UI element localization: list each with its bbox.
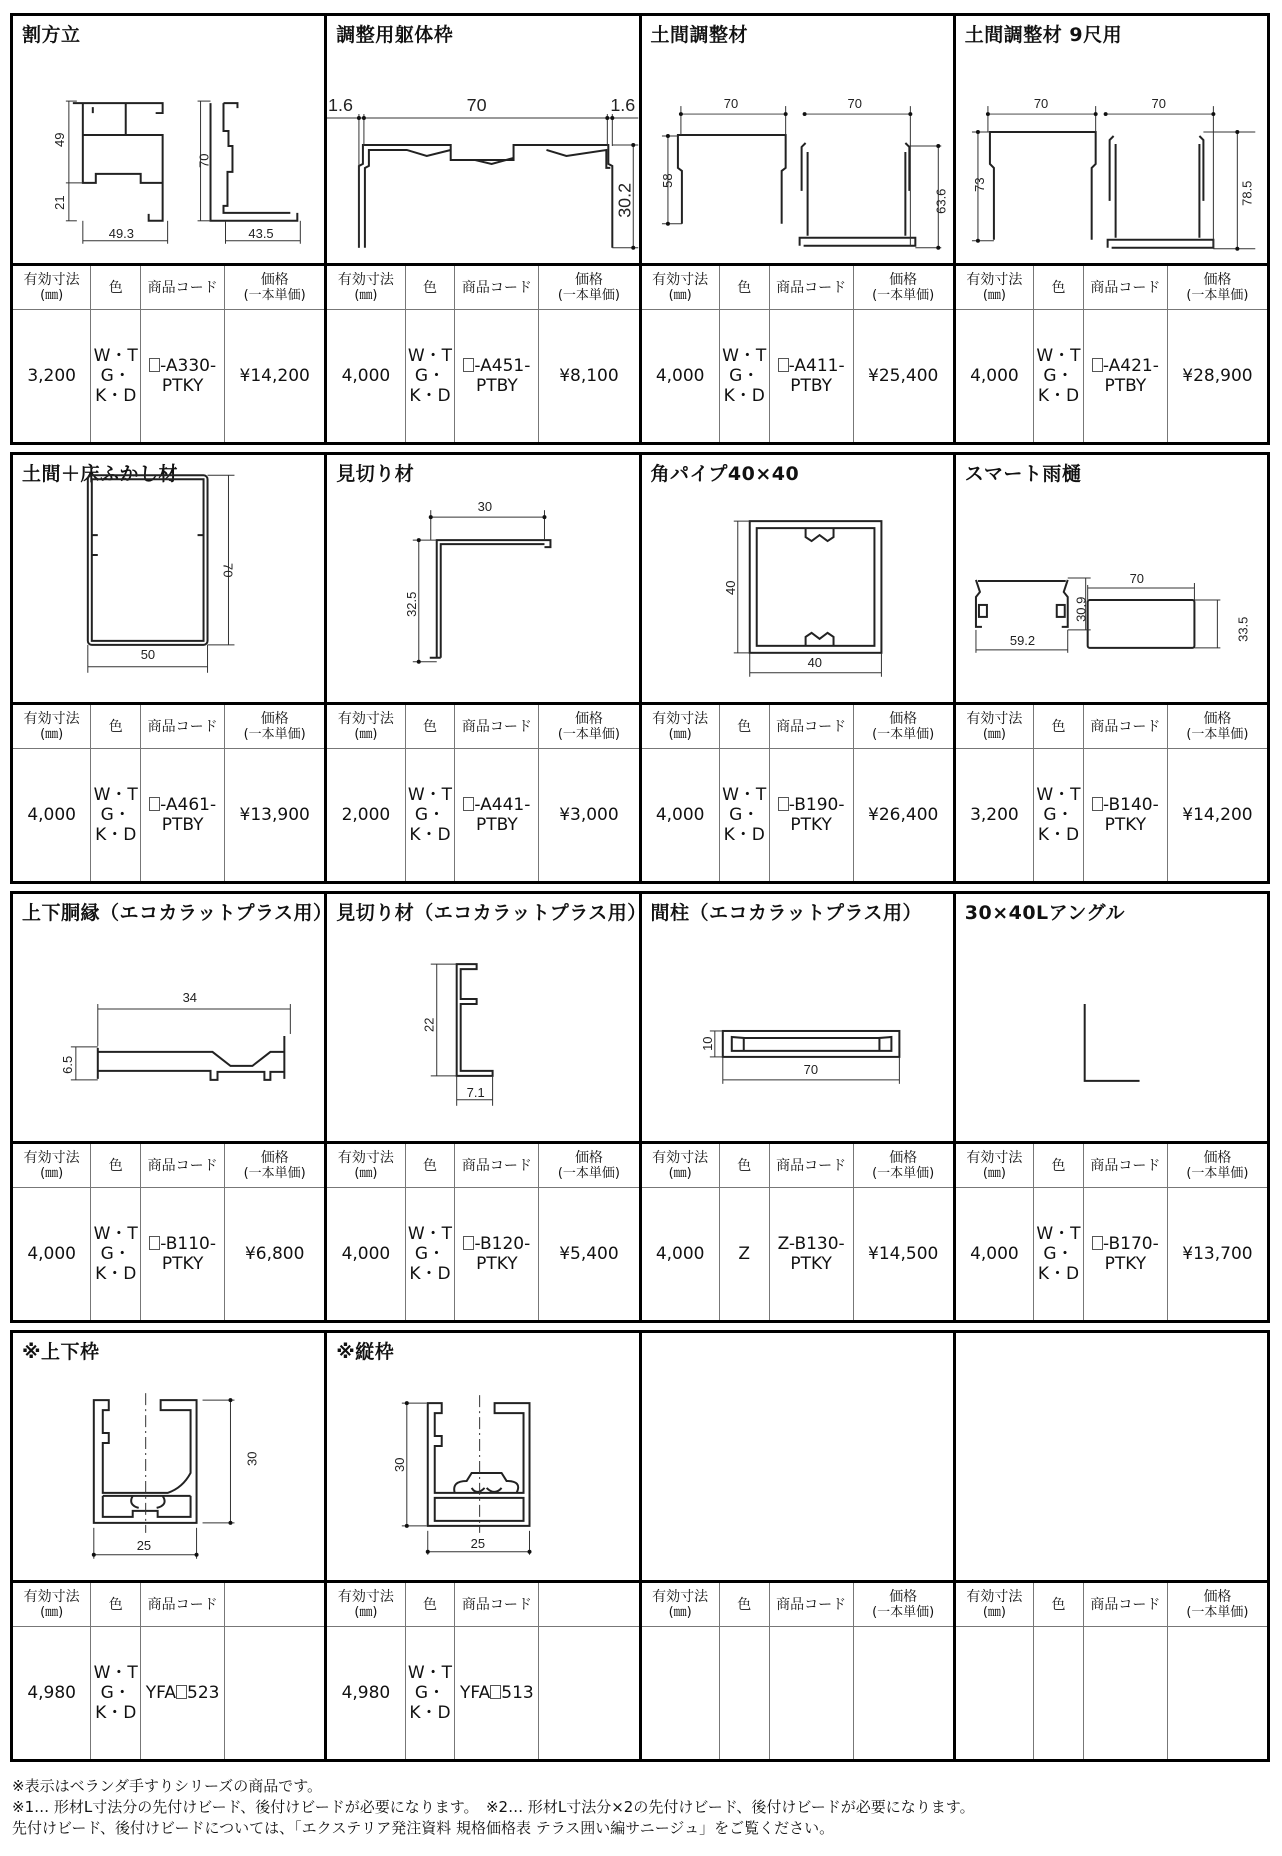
header-length: 有効寸法 (㎜) — [956, 705, 1034, 749]
header-price: 価格 (一本単価) — [225, 266, 325, 310]
svg-text:70: 70 — [466, 95, 487, 116]
code-value: -A451- PTBY — [455, 310, 539, 443]
color-code-placeholder-box — [463, 797, 474, 811]
product-card-empty-2 — [956, 1333, 1267, 1759]
color-value — [719, 1627, 769, 1760]
product-title: 見切り材 — [336, 463, 415, 485]
svg-text:78.5: 78.5 — [1239, 180, 1255, 206]
header-price: 価格 (一本単価) — [1167, 1144, 1267, 1188]
spec-table — [956, 266, 1267, 442]
footnotes — [12, 1776, 975, 1839]
header-code: 商品コード — [1083, 1583, 1167, 1627]
header-color: 色 — [91, 266, 141, 310]
svg-text:10: 10 — [699, 1036, 715, 1051]
profile-diagram-amadoi — [956, 455, 1267, 702]
spec-header-row — [13, 266, 324, 310]
header-code: 商品コード — [1083, 1144, 1167, 1188]
svg-text:49.3: 49.3 — [108, 225, 134, 241]
price-grid — [10, 13, 1270, 1762]
code-value: Z-B130- PTKY — [769, 1188, 853, 1321]
header-color: 色 — [1034, 1144, 1084, 1188]
code-value: -A441- PTBY — [455, 749, 539, 882]
header-color: 色 — [719, 705, 769, 749]
product-card-tate-waku — [327, 1333, 641, 1759]
spec-table — [327, 1583, 638, 1759]
svg-text:30: 30 — [477, 499, 493, 515]
header-color: 色 — [405, 266, 455, 310]
price-value: ¥14,500 — [853, 1188, 953, 1321]
product-title: スマート雨樋 — [964, 463, 1082, 485]
price-value: ¥3,000 — [539, 749, 639, 882]
svg-text:73: 73 — [971, 177, 987, 192]
color-value — [1034, 1627, 1084, 1760]
header-color: 色 — [91, 1144, 141, 1188]
header-price: 価格 (一本単価) — [853, 266, 953, 310]
color-value: W・T G・K・D — [1034, 749, 1084, 882]
profile-drawing-empty — [956, 1333, 1267, 1583]
product-card-mikirizai — [327, 455, 641, 881]
price-value — [853, 1627, 953, 1760]
svg-text:43.5: 43.5 — [248, 225, 274, 241]
price-value — [1167, 1627, 1267, 1760]
spec-data-row — [13, 310, 324, 443]
profile-drawing — [327, 16, 638, 266]
product-title: 30×40Lアングル — [964, 902, 1125, 924]
product-title: 土間調整材 — [650, 24, 749, 46]
header-length: 有効寸法 (㎜) — [13, 266, 91, 310]
color-code-placeholder-box — [1092, 358, 1103, 372]
length-value: 4,000 — [13, 1188, 91, 1321]
header-price: 価格 (一本単価) — [1167, 1583, 1267, 1627]
length-value: 4,980 — [13, 1627, 91, 1760]
header-price: 価格 (一本単価) — [1167, 266, 1267, 310]
header-length: 有効寸法 (㎜) — [327, 1583, 405, 1627]
header-length: 有効寸法 (㎜) — [642, 705, 720, 749]
profile-diagram-l-angle — [956, 894, 1267, 1141]
spec-table — [13, 705, 324, 881]
footnote-3: 先付けビード、後付けビードについては、「エクステリア発注資料 規格価格表 テラス囲い編サニージュ」をご覧ください。 — [12, 1819, 835, 1837]
color-value: W・T G・K・D — [719, 749, 769, 882]
header-code: 商品コード — [769, 705, 853, 749]
header-color: 色 — [405, 1144, 455, 1188]
product-card-empty-1 — [642, 1333, 956, 1759]
length-value — [956, 1627, 1034, 1760]
code-value: YFA 523 — [141, 1627, 225, 1760]
product-card-warikata-date — [13, 16, 327, 442]
price-value — [225, 1627, 325, 1760]
color-value: W・T G・K・D — [719, 310, 769, 443]
header-length: 有効寸法 (㎜) — [956, 1144, 1034, 1188]
color-code-placeholder-box — [176, 1685, 187, 1699]
price-value: ¥14,200 — [1167, 749, 1267, 882]
color-value: W・T G・K・D — [91, 749, 141, 882]
product-title: ※上下枠 — [22, 1341, 100, 1363]
product-card-chosei-kutai-waku — [327, 16, 641, 442]
profile-diagram-tate-waku — [327, 1333, 638, 1580]
header-code: 商品コード — [141, 1583, 225, 1627]
product-title: 上下胴縁（エコカラットプラス用） — [22, 902, 333, 924]
header-price: 価格 (一本単価) — [539, 266, 639, 310]
code-value: -B170- PTKY — [1083, 1188, 1167, 1321]
svg-text:70: 70 — [1151, 96, 1166, 112]
product-card-smart-amadoi — [956, 455, 1267, 881]
product-card-mikirizai-ecocarat — [327, 894, 647, 1320]
color-value: W・T G・K・D — [91, 1627, 141, 1760]
product-card-joge-waku — [13, 1333, 327, 1759]
length-value: 4,000 — [642, 749, 720, 882]
svg-text:30.2: 30.2 — [614, 182, 635, 218]
profile-drawing — [13, 455, 324, 705]
header-price: 価格 (一本単価) — [539, 1144, 639, 1188]
product-card-mabashira — [642, 894, 956, 1320]
section-row-1 — [10, 13, 1270, 445]
profile-drawing — [13, 894, 333, 1144]
price-value — [539, 1627, 639, 1760]
svg-text:70: 70 — [220, 563, 236, 578]
profile-drawing — [956, 894, 1267, 1144]
spec-table — [956, 1583, 1267, 1759]
price-value: ¥6,800 — [225, 1188, 325, 1321]
header-length: 有効寸法 (㎜) — [327, 266, 405, 310]
profile-diagram-joge-waku — [13, 1333, 324, 1580]
code-value: -A411- PTBY — [769, 310, 853, 443]
header-price: 価格 (一本単価) — [1167, 705, 1267, 749]
svg-text:32.5: 32.5 — [404, 591, 420, 617]
price-value: ¥8,100 — [539, 310, 639, 443]
color-value: W・T G・K・D — [91, 310, 141, 443]
color-code-placeholder-box — [149, 1236, 160, 1250]
code-value — [769, 1627, 853, 1760]
profile-drawing-empty — [642, 1333, 953, 1583]
code-value: -A461- PTBY — [141, 749, 225, 882]
header-code: 商品コード — [455, 1583, 539, 1627]
length-value: 4,000 — [956, 1188, 1034, 1321]
section-row-4 — [10, 1330, 1270, 1762]
product-title: 角パイプ40×40 — [650, 463, 800, 485]
length-value: 3,200 — [13, 310, 91, 443]
header-code: 商品コード — [455, 266, 539, 310]
length-value: 3,200 — [956, 749, 1034, 882]
svg-text:33.5: 33.5 — [1235, 616, 1251, 642]
header-code: 商品コード — [141, 1144, 225, 1188]
section-row-2 — [10, 452, 1270, 884]
header-length: 有効寸法 (㎜) — [956, 266, 1034, 310]
color-value: W・T G・K・D — [91, 1188, 141, 1321]
code-value: -B110- PTKY — [141, 1188, 225, 1321]
color-value: W・T G・K・D — [405, 749, 455, 882]
header-price: 価格 (一本単価) — [225, 1144, 325, 1188]
color-code-placeholder-box — [778, 358, 789, 372]
product-card-doma-choseizai — [642, 16, 956, 442]
svg-text:25: 25 — [470, 1535, 486, 1551]
svg-text:40: 40 — [722, 580, 738, 595]
product-title: 土間調整材 9尺用 — [964, 24, 1123, 46]
svg-text:70: 70 — [1129, 570, 1144, 586]
spec-table — [13, 1583, 324, 1759]
product-title: 割方立 — [22, 24, 81, 46]
profile-diagram-fukashi — [13, 455, 324, 702]
price-value: ¥5,400 — [539, 1188, 639, 1321]
length-value: 4,000 — [327, 310, 405, 443]
length-value: 4,980 — [327, 1627, 405, 1760]
profile-drawing — [956, 16, 1267, 266]
color-code-placeholder-box — [463, 1236, 474, 1250]
header-color: 色 — [405, 1583, 455, 1627]
code-value: -A421- PTBY — [1083, 310, 1167, 443]
product-title: 調整用躯体枠 — [336, 24, 454, 46]
spec-table — [956, 705, 1267, 881]
length-value: 4,000 — [13, 749, 91, 882]
profile-diagram-kutai-waku — [327, 16, 638, 263]
header-color: 色 — [1034, 266, 1084, 310]
profile-drawing — [327, 455, 638, 705]
footnote-2: ※1… 形材L寸法分の先付けビード、後付けビードが必要になります。 ※2… 形材L寸法分×2の先付けビード、後付けビードが必要になります。 — [12, 1798, 975, 1816]
svg-text:40: 40 — [807, 654, 822, 670]
header-code: 商品コード — [141, 705, 225, 749]
svg-text:50: 50 — [140, 646, 156, 662]
header-price: 価格 (一本単価) — [853, 1144, 953, 1188]
profile-drawing — [642, 894, 953, 1144]
header-length: 有効寸法 (㎜) — [956, 1583, 1034, 1627]
header-length: 有効寸法 (㎜) — [13, 1144, 91, 1188]
spec-table — [642, 266, 953, 442]
svg-text:70: 70 — [803, 1061, 818, 1077]
header-code: 商品コード — [769, 266, 853, 310]
price-value: ¥14,200 — [225, 310, 325, 443]
header-color: 色 — [91, 705, 141, 749]
header-length: 有効寸法 (㎜) — [642, 266, 720, 310]
svg-text:30: 30 — [392, 1457, 408, 1472]
svg-text:34: 34 — [182, 990, 198, 1006]
color-code-placeholder-box — [778, 797, 789, 811]
product-card-kaku-pipe-40x40 — [642, 455, 956, 881]
svg-text:22: 22 — [421, 1017, 437, 1032]
header-code: 商品コード — [455, 705, 539, 749]
price-value: ¥13,900 — [225, 749, 325, 882]
spec-table — [642, 705, 953, 881]
spec-table — [327, 266, 638, 442]
length-value: 4,000 — [642, 310, 720, 443]
header-color: 色 — [719, 1144, 769, 1188]
header-length: 有効寸法 (㎜) — [642, 1583, 720, 1627]
profile-diagram-doma-choseizai — [642, 16, 953, 263]
color-code-placeholder-box — [463, 358, 474, 372]
product-title: 見切り材（エコカラットプラス用） — [336, 902, 647, 924]
spec-table — [642, 1583, 953, 1759]
color-value: Z — [719, 1188, 769, 1321]
code-value: -B190- PTKY — [769, 749, 853, 882]
profile-diagram-warikata — [13, 16, 324, 263]
header-length: 有効寸法 (㎜) — [13, 705, 91, 749]
spec-table — [327, 705, 638, 881]
header-price-empty — [225, 1583, 325, 1627]
svg-text:30.9: 30.9 — [1073, 596, 1089, 622]
code-value: -B140- PTKY — [1083, 749, 1167, 882]
profile-diagram-doma-choseizai-9shaku — [956, 16, 1267, 263]
svg-text:1.6: 1.6 — [610, 95, 636, 116]
color-code-placeholder-box — [149, 797, 160, 811]
svg-text:63.6: 63.6 — [932, 188, 948, 214]
header-price: 価格 (一本単価) — [539, 705, 639, 749]
header-length: 有効寸法 (㎜) — [327, 1144, 405, 1188]
profile-drawing — [642, 455, 953, 705]
color-code-placeholder-box — [490, 1685, 501, 1699]
product-title: 間柱（エコカラットプラス用） — [650, 902, 922, 924]
length-value: 4,000 — [642, 1188, 720, 1321]
header-color: 色 — [719, 266, 769, 310]
header-code: 商品コード — [769, 1144, 853, 1188]
spec-table — [956, 1144, 1267, 1320]
profile-diagram-kaku-pipe — [642, 455, 953, 702]
profile-drawing — [327, 1333, 638, 1583]
header-price: 価格 (一本単価) — [853, 1583, 953, 1627]
color-value: W・T G・K・D — [405, 1627, 455, 1760]
header-color: 色 — [91, 1583, 141, 1627]
profile-drawing — [327, 894, 647, 1144]
profile-diagram-mikirizai — [327, 455, 638, 702]
profile-diagram-dobuchi — [13, 894, 324, 1141]
profile-drawing — [13, 16, 324, 266]
svg-text:59.2: 59.2 — [1009, 632, 1035, 648]
svg-text:7.1: 7.1 — [466, 1084, 485, 1100]
profile-diagram-mikirizai-ecocarat — [327, 894, 638, 1141]
length-value — [642, 1627, 720, 1760]
code-value: YFA 513 — [455, 1627, 539, 1760]
svg-text:70: 70 — [723, 96, 738, 112]
header-code: 商品コード — [455, 1144, 539, 1188]
svg-text:1.6: 1.6 — [328, 95, 354, 116]
color-code-placeholder-box — [1092, 797, 1103, 811]
color-value: W・T G・K・D — [405, 310, 455, 443]
footnote-1: ※表示はベランダ手すりシリーズの商品です。 — [12, 1777, 323, 1795]
product-card-l-angle — [956, 894, 1267, 1320]
price-value: ¥13,700 — [1167, 1188, 1267, 1321]
color-code-placeholder-box — [1092, 1236, 1103, 1250]
profile-drawing — [13, 1333, 324, 1583]
price-value: ¥26,400 — [853, 749, 953, 882]
svg-text:58: 58 — [659, 173, 675, 188]
header-price: 価格 (一本単価) — [225, 705, 325, 749]
profile-drawing — [956, 455, 1267, 705]
color-code-placeholder-box — [149, 358, 160, 372]
header-color: 色 — [719, 1583, 769, 1627]
profile-diagram-mabashira — [642, 894, 953, 1141]
dim-49: 49 — [51, 132, 67, 147]
spec-table — [327, 1144, 638, 1320]
profile-drawing — [642, 16, 953, 266]
product-card-doma-choseizai-9shaku — [956, 16, 1267, 442]
price-value: ¥25,400 — [853, 310, 953, 443]
section-row-3 — [10, 891, 1270, 1323]
length-value: 4,000 — [327, 1188, 405, 1321]
code-value — [1083, 1627, 1167, 1760]
spec-table — [13, 1144, 324, 1320]
svg-text:70: 70 — [1033, 96, 1048, 112]
svg-text:6.5: 6.5 — [59, 1055, 75, 1074]
header-code: 商品コード — [769, 1583, 853, 1627]
svg-text:21: 21 — [51, 195, 67, 210]
color-value: W・T G・K・D — [405, 1188, 455, 1321]
spec-table — [13, 266, 324, 442]
svg-text:70: 70 — [847, 96, 862, 112]
header-length: 有効寸法 (㎜) — [327, 705, 405, 749]
header-color: 色 — [1034, 705, 1084, 749]
color-value: W・T G・K・D — [1034, 1188, 1084, 1321]
color-value: W・T G・K・D — [1034, 310, 1084, 443]
spec-table — [642, 1144, 953, 1320]
header-code: 商品コード — [1083, 266, 1167, 310]
header-price-empty — [539, 1583, 639, 1627]
product-card-joge-dobuchi — [13, 894, 333, 1320]
header-price: 価格 (一本単価) — [853, 705, 953, 749]
product-title: ※縦枠 — [336, 1341, 395, 1363]
svg-text:70: 70 — [196, 153, 212, 168]
header-code: 商品コード — [141, 266, 225, 310]
header-color: 色 — [1034, 1583, 1084, 1627]
product-card-doma-yuka-fukashi — [13, 455, 327, 881]
header-length: 有効寸法 (㎜) — [13, 1583, 91, 1627]
price-value: ¥28,900 — [1167, 310, 1267, 443]
header-color: 色 — [405, 705, 455, 749]
product-title: 土間＋床ふかし材 — [22, 463, 179, 485]
svg-text:25: 25 — [136, 1537, 152, 1553]
header-length: 有効寸法 (㎜) — [642, 1144, 720, 1188]
length-value: 2,000 — [327, 749, 405, 882]
code-value: -B120- PTKY — [455, 1188, 539, 1321]
header-code: 商品コード — [1083, 705, 1167, 749]
length-value: 4,000 — [956, 310, 1034, 443]
svg-text:30: 30 — [244, 1451, 260, 1466]
code-value: -A330- PTKY — [141, 310, 225, 443]
